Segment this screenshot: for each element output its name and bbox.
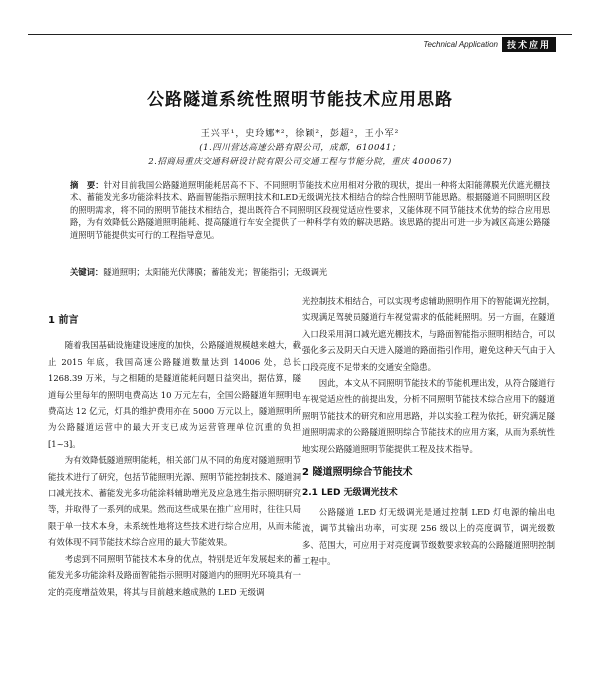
author-list: 王兴平¹，史玲娜*²，徐颖²，彭超²，王小军² bbox=[200, 129, 400, 139]
paragraph: 公路隧道 LED 灯无级调光是通过控制 LED 灯电源的输出电流，调节其输出功率，可实现 256 级以上的亮度调节，调光级数多、范围大，可应用于对亮度调节级数要求较高的公路隧道照明控制工程中。 bbox=[302, 506, 555, 567]
header-bar bbox=[0, 19, 600, 51]
section-label-zh: 技术应用 bbox=[502, 37, 556, 52]
paragraph: 为有效降低隧道照明能耗，相关部门从不同的角度对隧道照明节能技术进行了研究，包括节能照明光源、照明节能控制技术、隧道洞口减光技术、蓄能发光多功能涂料辅助增光及应急逃生指示照明研究等，并取得了一系列的成果。然而这些成果在推广应用时，往往只局限于单一技术本身，未系统性地将这些技术进行综合应用，从而未能有效体现不同节能技术综合应用的最大节能效果。 bbox=[48, 455, 301, 548]
paragraph: 考虑到不同照明节能技术本身的优点，特别是近年发展起来的蓄能发光多功能涂料及路面智能指示照明对隧道内的照明光环境具有一定的亮度增益效果，将其与目前越来越成熟的 LED 无级调 bbox=[48, 553, 301, 597]
keywords-text: 隧道照明；太阳能光伏薄膜；蓄能发光；智能指引；无级调光 bbox=[103, 267, 328, 277]
running-head bbox=[423, 37, 556, 52]
section-heading-1: 1 前言 bbox=[48, 315, 79, 326]
affiliation-1: (1.四川营达高速公路有限公司，成都，610041； bbox=[199, 143, 401, 153]
abstract bbox=[70, 179, 550, 241]
right-column bbox=[302, 293, 555, 570]
keywords-label: 关键词： bbox=[70, 267, 104, 277]
paragraph: 因此，本文从不同照明节能技术的节能机理出发，从符合隧道行车视觉适应性的前提出发，分析不同照明节能技术综合应用下的隧道照明节能技术的研究和应用思路，并以实验工程为依托，研究满足隧道照明需求的公路隧道照明综合节能技术的应用方案，从而为系统性地实现公路隧道照明节能提供工程及技术指导。 bbox=[302, 378, 555, 454]
section-heading-2: 2 隧道照明综合节能技术 bbox=[302, 467, 413, 479]
affiliation-2: 2.招商局重庆交通科研设计院有限公司交通工程与节能分院，重庆 400067) bbox=[148, 157, 452, 167]
paper-title: 公路隧道系统性照明节能技术应用思路 bbox=[147, 90, 453, 110]
subsection-heading-2-1: 2.1 LED 无级调光技术 bbox=[302, 488, 398, 499]
paragraph-continued: 光控制技术相结合，可以实现考虑辅助照明作用下的智能调光控制，实现满足驾驶员隧道行车视觉需求的低能耗照明。另一方面，在隧道入口段采用洞口减光遮光棚技术，与路面智能指示照明相结合，可以强化多云及阴天白天进入隧道的路面指引作用，避免这种天气由于入口段亮度不足带来的交通安全隐患。 bbox=[302, 296, 555, 372]
left-column bbox=[48, 293, 301, 600]
paragraph: 随着我国基础设施建设速度的加快，公路隧道规模越来越大，截止 2015 年底，我国高速公路隧道数量达到 14006 处，总长 1268.39 万米，与之相随的是隧道能耗问题日益突出，据估算，隧道每公里每年的照明电费高达 10 万元左右，全国公路隧道年照明电费高达 12 亿元，灯具的维护费用亦在 5000 万元以上，隧道照明所为公路隧道运营中的最大开支已成为运营管理单位沉重的负担[1~3]。 bbox=[48, 340, 301, 449]
header-rule bbox=[28, 34, 572, 35]
abstract-label: 摘 要： bbox=[70, 180, 104, 190]
section-label-en: Technical Application bbox=[423, 40, 498, 49]
keywords bbox=[70, 266, 550, 278]
abstract-text: 针对目前我国公路隧道照明能耗居高不下、不同照明节能技术应用相对分散的现状，提出一种将太阳能薄膜光伏遮光棚技术、蓄能发光多功能涂料技术、路面智能指示照明技术和LED无级调光技术相结合的综合性照明节能思路。根据隧道不同照明区段的照明需求，将不同的照明节能技术相结合，提出既符合不同照明区段视觉适应性要求，又能体现不同节能技术优势的综合应用思路，为有效降低公路隧道照明能耗、提高隧道行车安全提供了一种科学有效的解决思路。该思路的提出可进一步为减区高速公路隧道照明节能提供实可行的工程指导意见。 bbox=[70, 180, 550, 240]
